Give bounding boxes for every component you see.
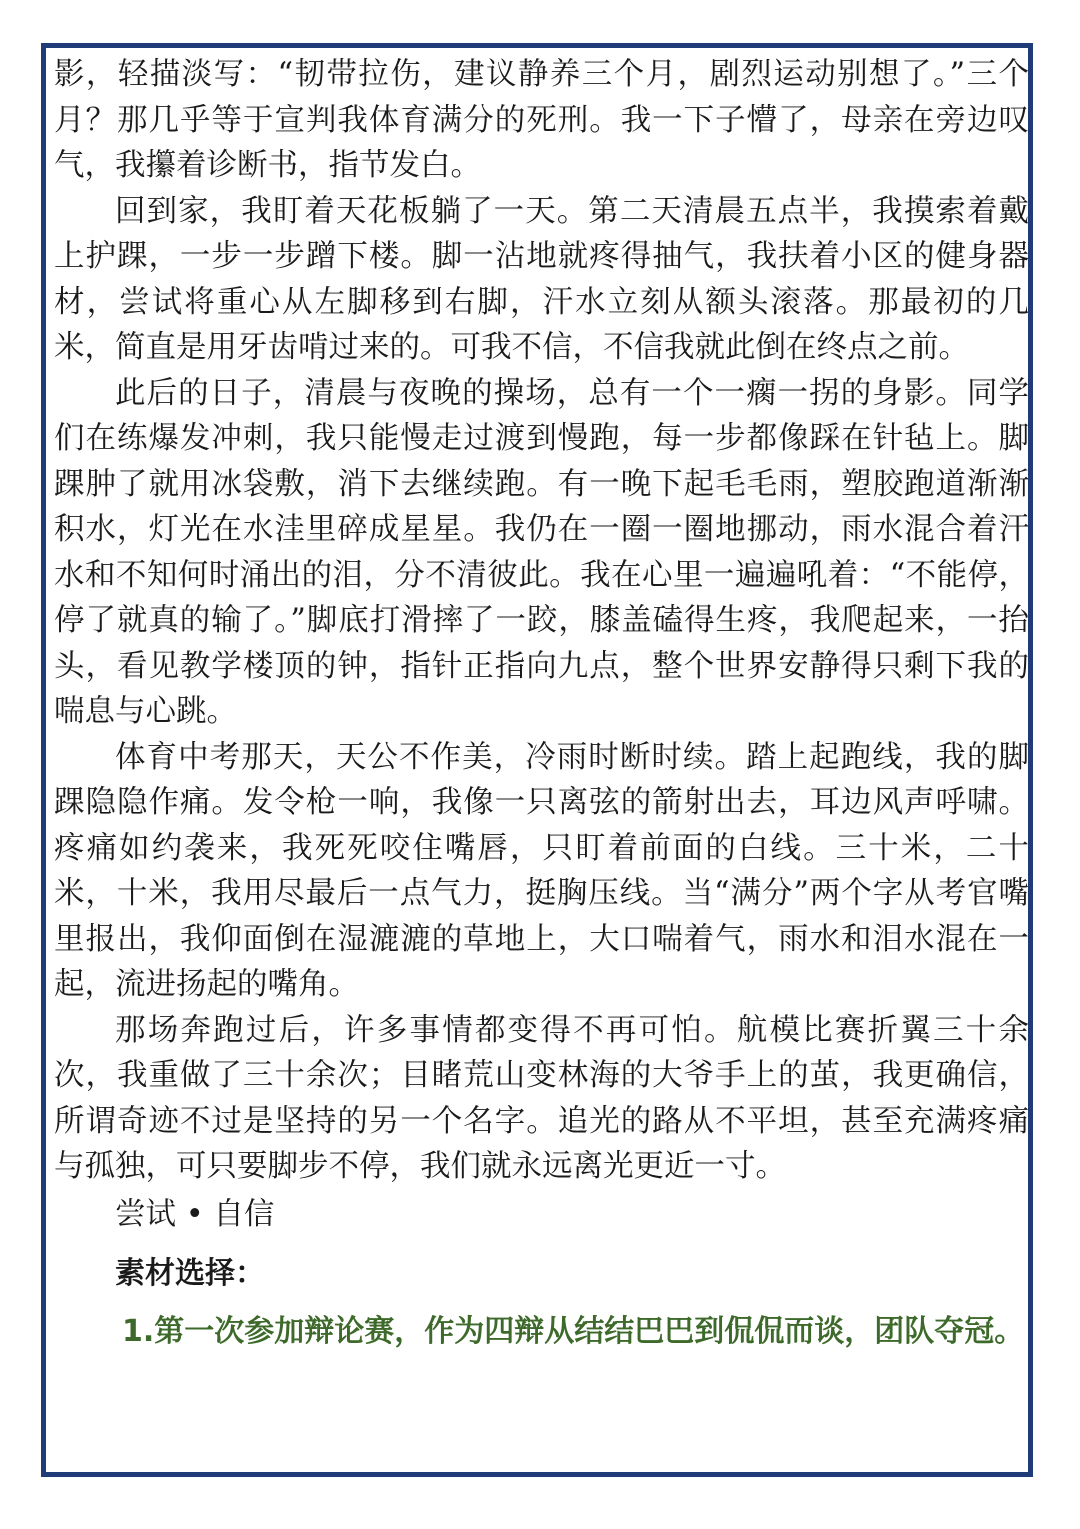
paragraph-1: 影，轻描淡写：“韧带拉伤，建议静养三个月，剧烈运动别想了。”三个月？那几乎等于宣判我体育满分的死刑。我一下子懵了，母亲在旁边叹气，我攥着诊断书，指节发白。 <box>54 57 1029 183</box>
article-body <box>54 52 1029 1355</box>
paragraph-5: 那场奔跑过后，许多事情都变得不再可怕。航模比赛折翼三十余次，我重做了三十余次；目睹荒山变林海的大爷手上的茧，我更确信，所谓奇迹不过是坚持的另一个名字。追光的路从不平坦，甚至充满疼痛与孤独，可只要脚步不停，我们就永远离光更近一寸。 <box>54 1012 1029 1184</box>
material-section-heading: 素材选择： <box>115 1256 265 1291</box>
paragraph-2: 回到家，我盯着天花板躺了一天。第二天清晨五点半，我摸索着戴上护踝，一步一步蹭下楼。脚一沾地就疼得抽气，我扶着小区的健身器材，尝试将重心从左脚移到右脚，汗水立刻从额头滚落。那最初的几米，简直是用牙齿啃过来的。可我不信，不信我就此倒在终点之前。 <box>54 193 1029 365</box>
paragraph-4: 体育中考那天，天公不作美，冷雨时断时续。踏上起跑线，我的脚踝隐隐作痛。发令枪一响，我像一只离弦的箭射出去，耳边风声呼啸。疼痛如约袭来，我死死咬住嘴唇，只盯着前面的白线。三十米，二十米，十米，我用尽最后一点气力，挺胸压线。当“满分”两个字从考官嘴里报出，我仰面倒在湿漉漉的草地上，大口喘着气，雨水和泪水混在一起，流进扬起的嘴角。 <box>54 739 1029 1002</box>
paragraph-3: 此后的日子，清晨与夜晚的操场，总有一个一瘸一拐的身影。同学们在练爆发冲刺，我只能慢走过渡到慢跑，每一步都像踩在针毡上。脚踝肿了就用冰袋敷，消下去继续跑。有一晚下起毛毛雨，塑胶跑道渐渐积水，灯光在水洼里碎成星星。我仍在一圈一圈地挪动，雨水混合着汗水和不知何时涌出的泪，分不清彼此。我在心里一遍遍吼着：“不能停，停了就真的输了。”脚底打滑摔了一跤，膝盖磕得生疼，我爬起来，一抬头，看见教学楼顶的钟，指针正指向九点，整个世界安静得只剩下我的喘息与心跳。 <box>54 375 1029 729</box>
material-item-1: 1.第一次参加辩论赛，作为四辩从结结巴巴到侃侃而谈，团队夺冠。 <box>122 1314 1025 1349</box>
theme-tag-line: 尝试 • 自信 <box>115 1196 275 1232</box>
